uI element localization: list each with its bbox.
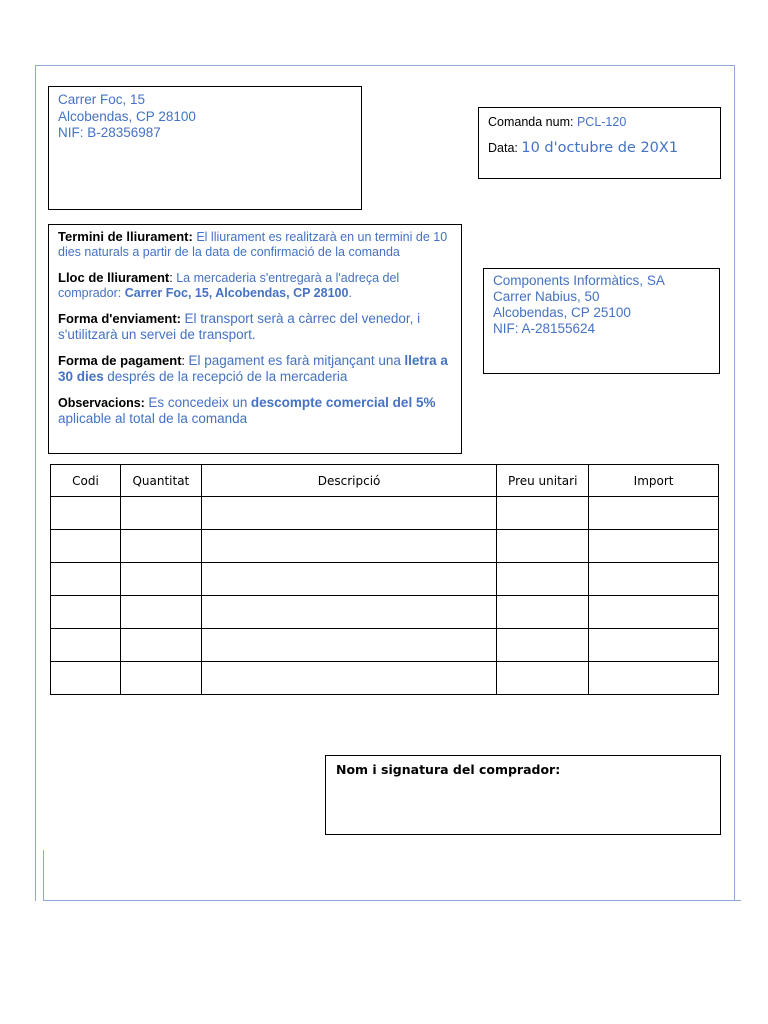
table-cell[interactable] bbox=[120, 530, 201, 563]
order-items-table bbox=[50, 464, 719, 695]
payment-text-2: després de la recepció de la mercaderia bbox=[107, 369, 348, 384]
order-number-label: Comanda num: bbox=[488, 115, 574, 129]
delivery-term-text: El lliurament es realitzarà en un termini de 10 dies naturals a partir de la data de confirmació de la comanda bbox=[58, 230, 448, 259]
table-cell[interactable] bbox=[51, 662, 121, 695]
payment-text-1: El pagament es farà mitjançant una bbox=[188, 353, 401, 368]
table-cell[interactable] bbox=[201, 629, 496, 662]
table-cell[interactable] bbox=[589, 497, 719, 530]
table-cell[interactable] bbox=[589, 629, 719, 662]
buyer-city: Alcobendas, CP 25100 bbox=[493, 305, 631, 320]
order-date-label: Data: bbox=[488, 141, 518, 155]
page-border-left-step bbox=[43, 850, 44, 900]
header-codi: Codi bbox=[51, 465, 121, 497]
delivery-place-end: . bbox=[348, 286, 352, 300]
table-cell[interactable] bbox=[120, 629, 201, 662]
table-row bbox=[51, 596, 719, 629]
notes-text-2: aplicable al total de la comanda bbox=[58, 411, 248, 426]
order-info-box bbox=[478, 107, 721, 179]
table-cell[interactable] bbox=[201, 497, 496, 530]
table-cell[interactable] bbox=[201, 530, 496, 563]
table-cell[interactable] bbox=[497, 497, 589, 530]
table-cell[interactable] bbox=[497, 530, 589, 563]
table-cell[interactable] bbox=[120, 563, 201, 596]
table-cell[interactable] bbox=[589, 563, 719, 596]
delivery-place-text: La mercaderia s'entregarà a l'adreça del comprador: bbox=[58, 271, 400, 300]
table-cell[interactable] bbox=[497, 629, 589, 662]
delivery-term-label: Termini de lliurament: bbox=[58, 229, 193, 244]
order-terms-box bbox=[48, 224, 462, 454]
table-cell[interactable] bbox=[51, 497, 121, 530]
delivery-place-label: Lloc de lliurament bbox=[58, 270, 170, 285]
buyer-address-box bbox=[483, 268, 720, 374]
buyer-street: Carrer Nabius, 50 bbox=[493, 289, 600, 304]
header-descripcio: Descripció bbox=[201, 465, 496, 497]
page-border-bottom bbox=[43, 900, 741, 901]
table-cell[interactable] bbox=[201, 662, 496, 695]
header-quantitat: Quantitat bbox=[120, 465, 201, 497]
delivery-place-address: Carrer Foc, 15, Alcobendas, CP 28100 bbox=[124, 286, 349, 300]
notes-label: Observacions: bbox=[58, 396, 145, 410]
payment-colon: : bbox=[181, 354, 186, 368]
order-date-value: 10 d'octubre de 20X1 bbox=[521, 140, 679, 156]
table-cell[interactable] bbox=[589, 662, 719, 695]
sender-address-box bbox=[48, 86, 362, 210]
sender-street: Carrer Foc, 15 bbox=[58, 92, 146, 107]
buyer-signature-box[interactable] bbox=[325, 755, 721, 835]
table-cell[interactable] bbox=[497, 596, 589, 629]
order-number-value: PCL-120 bbox=[576, 115, 627, 129]
delivery-place-colon: : bbox=[169, 271, 173, 285]
table-cell[interactable] bbox=[120, 662, 201, 695]
sender-nif: NIF: B-28356987 bbox=[58, 125, 161, 140]
table-row bbox=[51, 530, 719, 563]
table-cell[interactable] bbox=[51, 596, 121, 629]
table-cell[interactable] bbox=[201, 563, 496, 596]
table-row bbox=[51, 497, 719, 530]
table-header-row bbox=[51, 465, 719, 497]
table-cell[interactable] bbox=[120, 596, 201, 629]
shipping-text: El transport serà a càrrec del venedor, i s'utilitzarà un servei de transport. bbox=[58, 311, 421, 342]
table-cell[interactable] bbox=[51, 629, 121, 662]
table-cell[interactable] bbox=[201, 596, 496, 629]
table-cell[interactable] bbox=[120, 497, 201, 530]
sender-city: Alcobendas, CP 28100 bbox=[58, 108, 196, 124]
table-row bbox=[51, 629, 719, 662]
notes-bold: descompte comercial del 5% bbox=[250, 395, 436, 410]
table-cell[interactable] bbox=[51, 530, 121, 563]
buyer-name: Components Informàtics, SA bbox=[493, 273, 665, 288]
payment-label: Forma de pagament bbox=[58, 353, 182, 368]
table-cell[interactable] bbox=[589, 596, 719, 629]
table-cell[interactable] bbox=[497, 662, 589, 695]
table-cell[interactable] bbox=[497, 563, 589, 596]
notes-text-1: Es concedeix un bbox=[148, 395, 248, 410]
buyer-nif: NIF: A-28155624 bbox=[493, 321, 596, 336]
table-row bbox=[51, 662, 719, 695]
table-row bbox=[51, 563, 719, 596]
payment-bold: lletra a 30 dies bbox=[58, 353, 448, 384]
header-import: Import bbox=[589, 465, 719, 497]
signature-label: Nom i signatura del comprador: bbox=[336, 762, 561, 777]
header-preu-unitari: Preu unitari bbox=[497, 465, 589, 497]
table-cell[interactable] bbox=[51, 563, 121, 596]
table-cell[interactable] bbox=[589, 530, 719, 563]
shipping-label: Forma d'enviament: bbox=[58, 311, 182, 326]
